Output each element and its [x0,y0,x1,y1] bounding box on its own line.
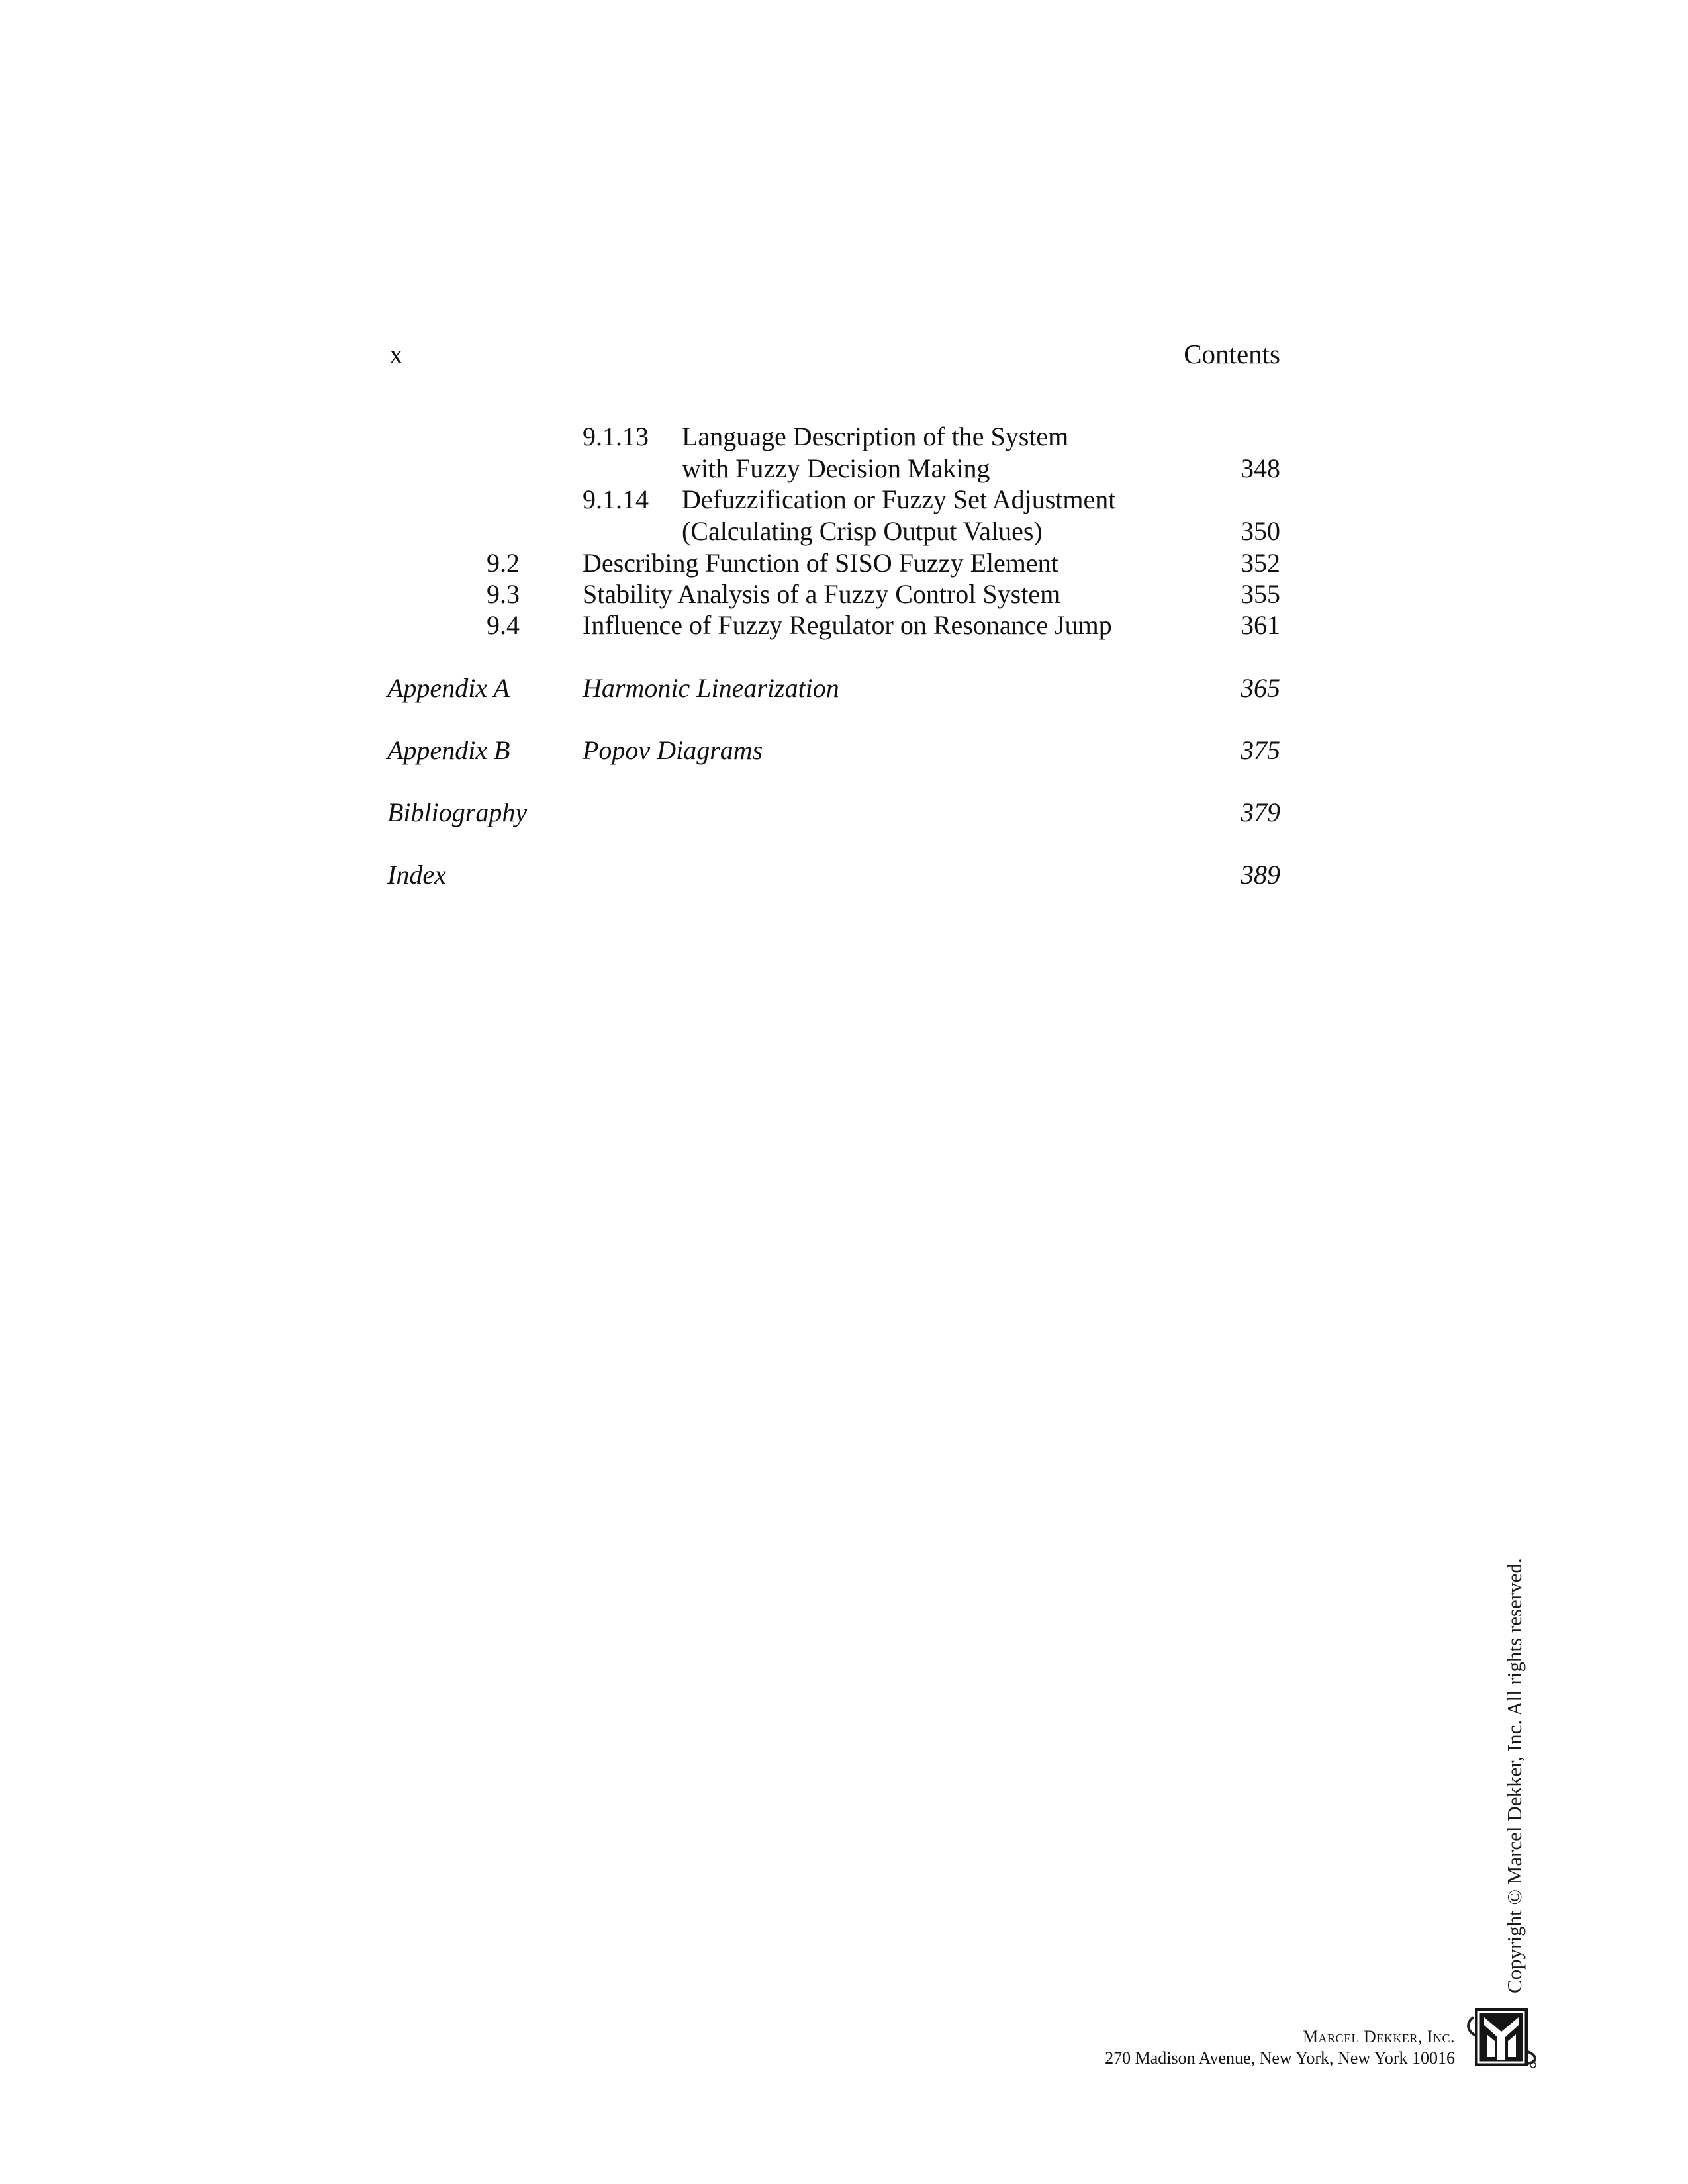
section-number: 9.1.13 [583,422,649,451]
section-title-continued: (Calculating Crisp Output Values) [682,516,1043,546]
page-ref: 379 [1241,797,1280,827]
section-number: 9.1.14 [583,484,649,514]
publisher-name: Marcel Dekker, Inc. [1302,2027,1455,2046]
section-number: 9.2 [487,548,520,578]
section-title: Language Description of the System [682,422,1069,451]
page-number: x [389,339,403,369]
section-title-continued: with Fuzzy Decision Making [682,453,990,483]
section-number: 9.3 [487,579,520,609]
section-title: Defuzzification or Fuzzy Set Adjustment [682,484,1116,514]
running-head: Contents [1184,339,1280,369]
publisher-address: 270 Madison Avenue, New York, New York 10016 [1105,2048,1455,2068]
marcel-dekker-logo-icon [1464,2005,1541,2069]
copyright-notice: Copyright © Marcel Dekker, Inc. All rights reserved. [1503,1558,1526,1993]
index-label: Index [387,860,446,889]
appendix-label: Appendix A [387,673,510,703]
appendix-title: Harmonic Linearization [583,673,839,703]
page-ref: 365 [1241,673,1280,703]
section-title: Influence of Fuzzy Regulator on Resonance Jump [583,610,1112,640]
page-ref: 355 [1241,579,1280,609]
appendix-title: Popov Diagrams [583,735,763,765]
section-title: Stability Analysis of a Fuzzy Control System [583,579,1061,609]
page-ref: 361 [1241,610,1280,640]
page-ref: 375 [1241,735,1280,765]
appendix-label: Appendix B [387,735,510,765]
page-ref: 350 [1241,516,1280,546]
page-ref: 352 [1241,548,1280,578]
page-ref: 348 [1241,453,1280,483]
section-number: 9.4 [487,610,520,640]
section-title: Describing Function of SISO Fuzzy Element [583,548,1058,578]
page-ref: 389 [1241,860,1280,889]
bibliography-label: Bibliography [387,797,528,827]
